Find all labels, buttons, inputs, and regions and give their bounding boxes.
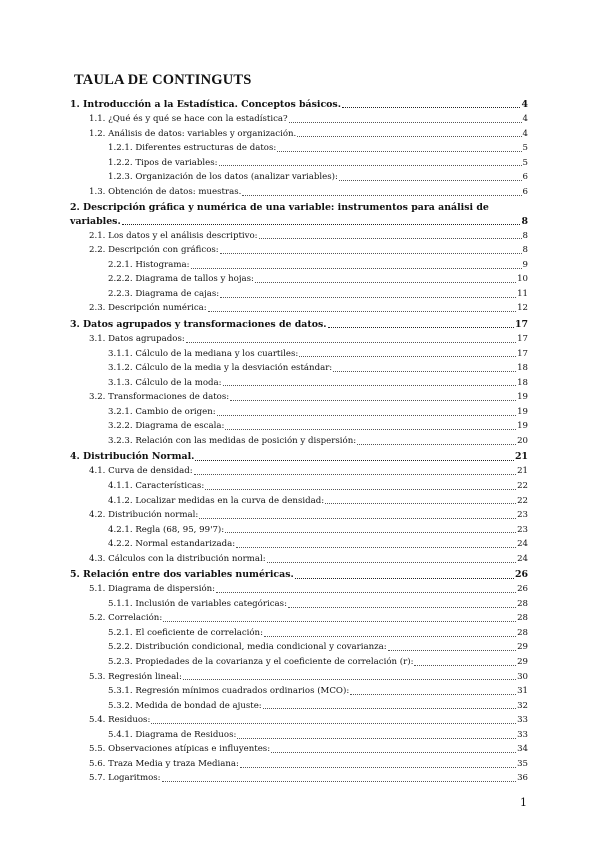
dot-leader (271, 752, 516, 753)
toc-entry-text: 2. Descripción gráfica y numérica de una variable: instrumentos para análisi de (70, 202, 489, 214)
toc-entry-page: 19 (517, 406, 528, 417)
toc-entry-text: 4.1.2. Localizar medidas en la curva de densidad: (108, 495, 325, 506)
toc-entry[interactable] (70, 525, 528, 537)
toc-entry-page: 6 (522, 186, 528, 197)
toc-entry[interactable] (70, 129, 528, 141)
toc-entry-text: 5.2.3. Propiedades de la covarianza y el coeficiente de correlación (r): (108, 657, 414, 668)
dot-leader (220, 297, 516, 298)
dot-leader (151, 723, 516, 724)
toc-entry-page: 8 (522, 245, 528, 256)
toc-entry[interactable] (70, 759, 528, 771)
toc-entry-text: 3.1.1. Cálculo de la mediana y los cuartiles: (108, 348, 299, 359)
toc-entry-page: 24 (517, 539, 528, 550)
toc-entry-text: 3.2.2. Diagrama de escala: (108, 421, 225, 432)
dot-leader (357, 444, 516, 445)
toc-entry[interactable] (70, 539, 528, 551)
toc-entry[interactable] (70, 642, 528, 654)
dot-leader (199, 518, 516, 519)
toc-entry-page: 21 (517, 466, 528, 477)
toc-entry-text: 5.2.2. Distribución condicional, media condicional y covarianza: (108, 642, 387, 653)
dot-leader (240, 767, 516, 768)
toc-entry-page: 18 (517, 363, 528, 374)
toc-entry-text: 4.1.1. Características: (108, 480, 205, 491)
toc-entry-text: 3.2. Transformaciones de datos: (89, 392, 230, 403)
toc-entry[interactable] (70, 318, 528, 331)
toc-entry[interactable] (70, 158, 528, 170)
toc-entry-text: 1.2.1. Diferentes estructuras de datos: (108, 143, 277, 154)
toc-entry-text: 5.2. Correlación: (89, 613, 163, 624)
dot-leader (242, 195, 521, 196)
toc-entry-text: 5.3.2. Medida de bondad de ajuste: (108, 700, 262, 711)
toc-entry[interactable] (70, 496, 528, 508)
toc-entry[interactable] (70, 349, 528, 361)
toc-entry-text: 5.4.1. Diagrama de Residuos: (108, 729, 237, 740)
toc-entry[interactable] (70, 628, 528, 640)
toc-entry-text: 5.3. Regresión lineal: (89, 671, 182, 682)
toc-entry-text-continued: variables. (70, 215, 121, 227)
toc-entry-page: 8 (521, 215, 528, 227)
toc-entry[interactable] (70, 392, 528, 404)
toc-entry[interactable] (70, 260, 528, 272)
dot-leader (289, 122, 522, 123)
toc-entry-page: 28 (517, 627, 528, 638)
toc-entry[interactable] (70, 143, 528, 155)
toc-entry-page: 31 (517, 686, 528, 697)
dot-leader (236, 547, 516, 548)
toc-entry-page: 6 (522, 172, 528, 183)
dot-leader (191, 268, 522, 269)
toc-entry-text: 3. Datos agrupados y transformaciones de datos. (70, 318, 327, 330)
toc-entry-text: 4.2.2. Normal estandarizada: (108, 539, 236, 550)
toc-entry-text: 1.2.3. Organización de los datos (analizar variables): (108, 172, 338, 183)
toc-entry-page: 4 (522, 114, 528, 125)
dot-leader (342, 107, 520, 108)
toc-entry[interactable] (70, 599, 528, 611)
toc-entry-text: 5. Relación entre dos variables numéricas. (70, 569, 294, 581)
toc-entry[interactable] (70, 303, 528, 315)
toc-entry[interactable] (70, 466, 528, 478)
toc-entry-text: 3.1.2. Cálculo de la media y la desviación estándar: (108, 363, 333, 374)
toc-entry-text: 2.2. Descripción con gráficos: (89, 245, 219, 256)
dot-leader (297, 136, 521, 137)
toc-entry-page: 29 (517, 642, 528, 653)
toc-entry-text: 5.3.1. Regresión mínimos cuadrados ordinarios (MCO): (108, 686, 350, 697)
toc-entry-page: 10 (517, 274, 528, 285)
toc-entry-page: 5 (522, 157, 528, 168)
dot-leader (225, 429, 516, 430)
toc-entry-text: 5.5. Observaciones atípicas e influyentes: (89, 744, 271, 755)
toc-entry[interactable] (70, 172, 528, 184)
dot-leader (325, 503, 516, 504)
toc-entry-text: 2.2.3. Diagrama de cajas: (108, 288, 220, 299)
toc-entry-page: 4 (521, 99, 528, 110)
toc-entry-page: 19 (517, 392, 528, 403)
toc-entry-text: 4.2. Distribución normal: (89, 510, 199, 521)
toc-entry-page: 26 (517, 584, 528, 595)
toc-entry-text: 3.1.3. Cálculo de la moda: (108, 377, 222, 388)
dot-leader (255, 282, 516, 283)
toc-entry[interactable] (70, 114, 528, 126)
toc-entry-text: 2.1. Los datos y el análisis descriptivo: (89, 230, 258, 241)
toc-entry[interactable] (70, 245, 528, 257)
toc-entry-page: 22 (517, 480, 528, 491)
toc-entry-page: 34 (517, 744, 528, 755)
toc-entry-page: 9 (522, 259, 528, 270)
toc-entry[interactable] (70, 686, 528, 698)
dot-leader (388, 650, 516, 651)
dot-leader (263, 708, 516, 709)
toc-entry-page: 26 (514, 569, 528, 581)
toc-entry-page: 19 (517, 421, 528, 432)
toc-entry-page: 36 (517, 773, 528, 784)
dot-leader (225, 532, 516, 533)
dot-leader (216, 592, 516, 593)
dot-leader (195, 460, 514, 461)
toc-entry-page: 35 (517, 758, 528, 769)
page-number: 1 (520, 796, 527, 809)
dot-leader (267, 562, 516, 563)
dot-leader (186, 342, 516, 343)
toc-entry-text: 5.4. Residuos: (89, 715, 151, 726)
toc-entry-page: 18 (517, 377, 528, 388)
toc-entry-page: 17 (517, 334, 528, 344)
toc-entry-text: 2.3. Descripción numérica: (89, 303, 207, 314)
dot-leader (295, 578, 514, 579)
toc-entry[interactable] (70, 481, 528, 493)
toc-entry-text: 1.2.2. Tipos de variables: (108, 157, 218, 168)
toc-entry-text: 4.2.1. Regla (68, 95, 99'7): (108, 524, 225, 535)
toc-entry-text: 3.1. Datos agrupados: (89, 334, 185, 344)
toc-entry-text: 5.7. Logaritmos: (89, 773, 161, 784)
dot-leader (163, 621, 516, 622)
toc-entry-page: 22 (517, 495, 528, 506)
toc-entry-page: 12 (517, 303, 528, 314)
dot-leader (350, 694, 516, 695)
toc-entry-page: 5 (522, 143, 528, 154)
dot-leader (230, 400, 516, 401)
dot-leader (299, 356, 516, 357)
toc-entry-page: 8 (522, 230, 528, 241)
toc-entry-page: 33 (517, 715, 528, 726)
toc-entry-text: 2.2.1. Histograma: (108, 259, 190, 270)
toc-entry-page: 28 (517, 613, 528, 624)
toc-entry-text: 1.1. ¿Qué és y qué se hace con la estadística? (89, 114, 288, 125)
table-of-contents (70, 98, 528, 788)
dot-leader (208, 311, 516, 312)
toc-entry-text: 5.2.1. El coeficiente de correlación: (108, 627, 263, 638)
toc-entry-text: 1.2. Análisis de datos: variables y organización. (89, 128, 297, 139)
dot-leader (205, 489, 516, 490)
toc-entry-page: 23 (517, 510, 528, 521)
dot-leader (219, 165, 522, 166)
toc-entry-page: 23 (517, 524, 528, 535)
toc-entry-page: 21 (514, 451, 528, 463)
dot-leader (414, 665, 516, 666)
dot-leader (223, 385, 517, 386)
dot-leader (220, 253, 522, 254)
toc-entry-text: 3.2.1. Cambio de origen: (108, 406, 216, 417)
toc-entry-page: 20 (517, 435, 528, 446)
toc-entry[interactable] (70, 363, 528, 375)
toc-entry[interactable] (70, 274, 528, 286)
toc-entry[interactable] (70, 613, 528, 625)
dot-leader (162, 781, 516, 782)
toc-entry[interactable] (70, 657, 528, 669)
toc-entry[interactable] (70, 510, 528, 522)
toc-entry[interactable] (70, 98, 528, 111)
toc-entry[interactable] (70, 584, 528, 596)
toc-entry[interactable] (70, 201, 528, 228)
dot-leader (183, 679, 516, 680)
toc-entry-page: 33 (517, 729, 528, 740)
toc-entry-page: 28 (517, 598, 528, 609)
toc-entry[interactable] (70, 187, 528, 199)
toc-entry[interactable] (70, 715, 528, 727)
toc-entry[interactable] (70, 554, 528, 566)
toc-entry-page: 11 (517, 288, 528, 299)
dot-leader (194, 474, 516, 475)
toc-entry-text: 5.6. Traza Media y traza Mediana: (89, 758, 239, 769)
toc-entry-page: 17 (517, 348, 528, 359)
toc-entry-text: 2.2.2. Diagrama de tallos y hojas: (108, 274, 254, 285)
toc-entry-text: 4. Distribución Normal. (70, 451, 195, 463)
toc-entry[interactable] (70, 289, 528, 301)
toc-entry-text: 5.1. Diagrama de dispersión: (89, 584, 216, 595)
dot-leader (277, 151, 521, 152)
dot-leader (259, 238, 522, 239)
toc-entry-text: 5.1.1. Inclusión de variables categóricas: (108, 598, 287, 609)
toc-entry[interactable] (70, 407, 528, 419)
toc-entry[interactable] (70, 701, 528, 713)
toc-entry[interactable] (70, 744, 528, 756)
toc-entry[interactable] (70, 421, 528, 433)
toc-entry-text: 4.1. Curva de densidad: (89, 466, 193, 477)
dot-leader (339, 180, 522, 181)
toc-entry[interactable] (70, 436, 528, 448)
dot-leader (237, 738, 516, 739)
toc-entry-page: 17 (514, 318, 528, 330)
toc-entry[interactable] (70, 568, 528, 581)
toc-entry[interactable] (70, 450, 528, 463)
toc-entry-text: 4.3. Cálculos con la distribución normal: (89, 553, 266, 564)
toc-entry[interactable] (70, 773, 528, 785)
dot-leader (333, 371, 516, 372)
dot-leader (288, 607, 516, 608)
toc-entry[interactable] (70, 730, 528, 742)
toc-entry-page: 4 (522, 128, 528, 139)
toc-entry-page: 30 (517, 671, 528, 682)
toc-entry-text: 1. Introducción a la Estadística. Conceptos básicos. (70, 99, 341, 110)
toc-entry-page: 32 (517, 700, 528, 711)
dot-leader (264, 636, 516, 637)
toc-entry-text: 3.2.3. Relación con las medidas de posición y dispersión: (108, 435, 357, 446)
toc-entry[interactable] (70, 334, 528, 346)
dot-leader (217, 415, 516, 416)
toc-title: TAULA DE CONTINGUTS (74, 72, 252, 88)
dot-leader (328, 327, 514, 328)
toc-entry[interactable] (70, 672, 528, 684)
toc-entry[interactable] (70, 378, 528, 390)
toc-entry-text: 1.3. Obtención de datos: muestras. (89, 186, 242, 197)
dot-leader (122, 224, 521, 225)
toc-entry-page: 29 (517, 657, 528, 668)
toc-entry[interactable] (70, 231, 528, 243)
toc-entry-page: 24 (517, 553, 528, 564)
